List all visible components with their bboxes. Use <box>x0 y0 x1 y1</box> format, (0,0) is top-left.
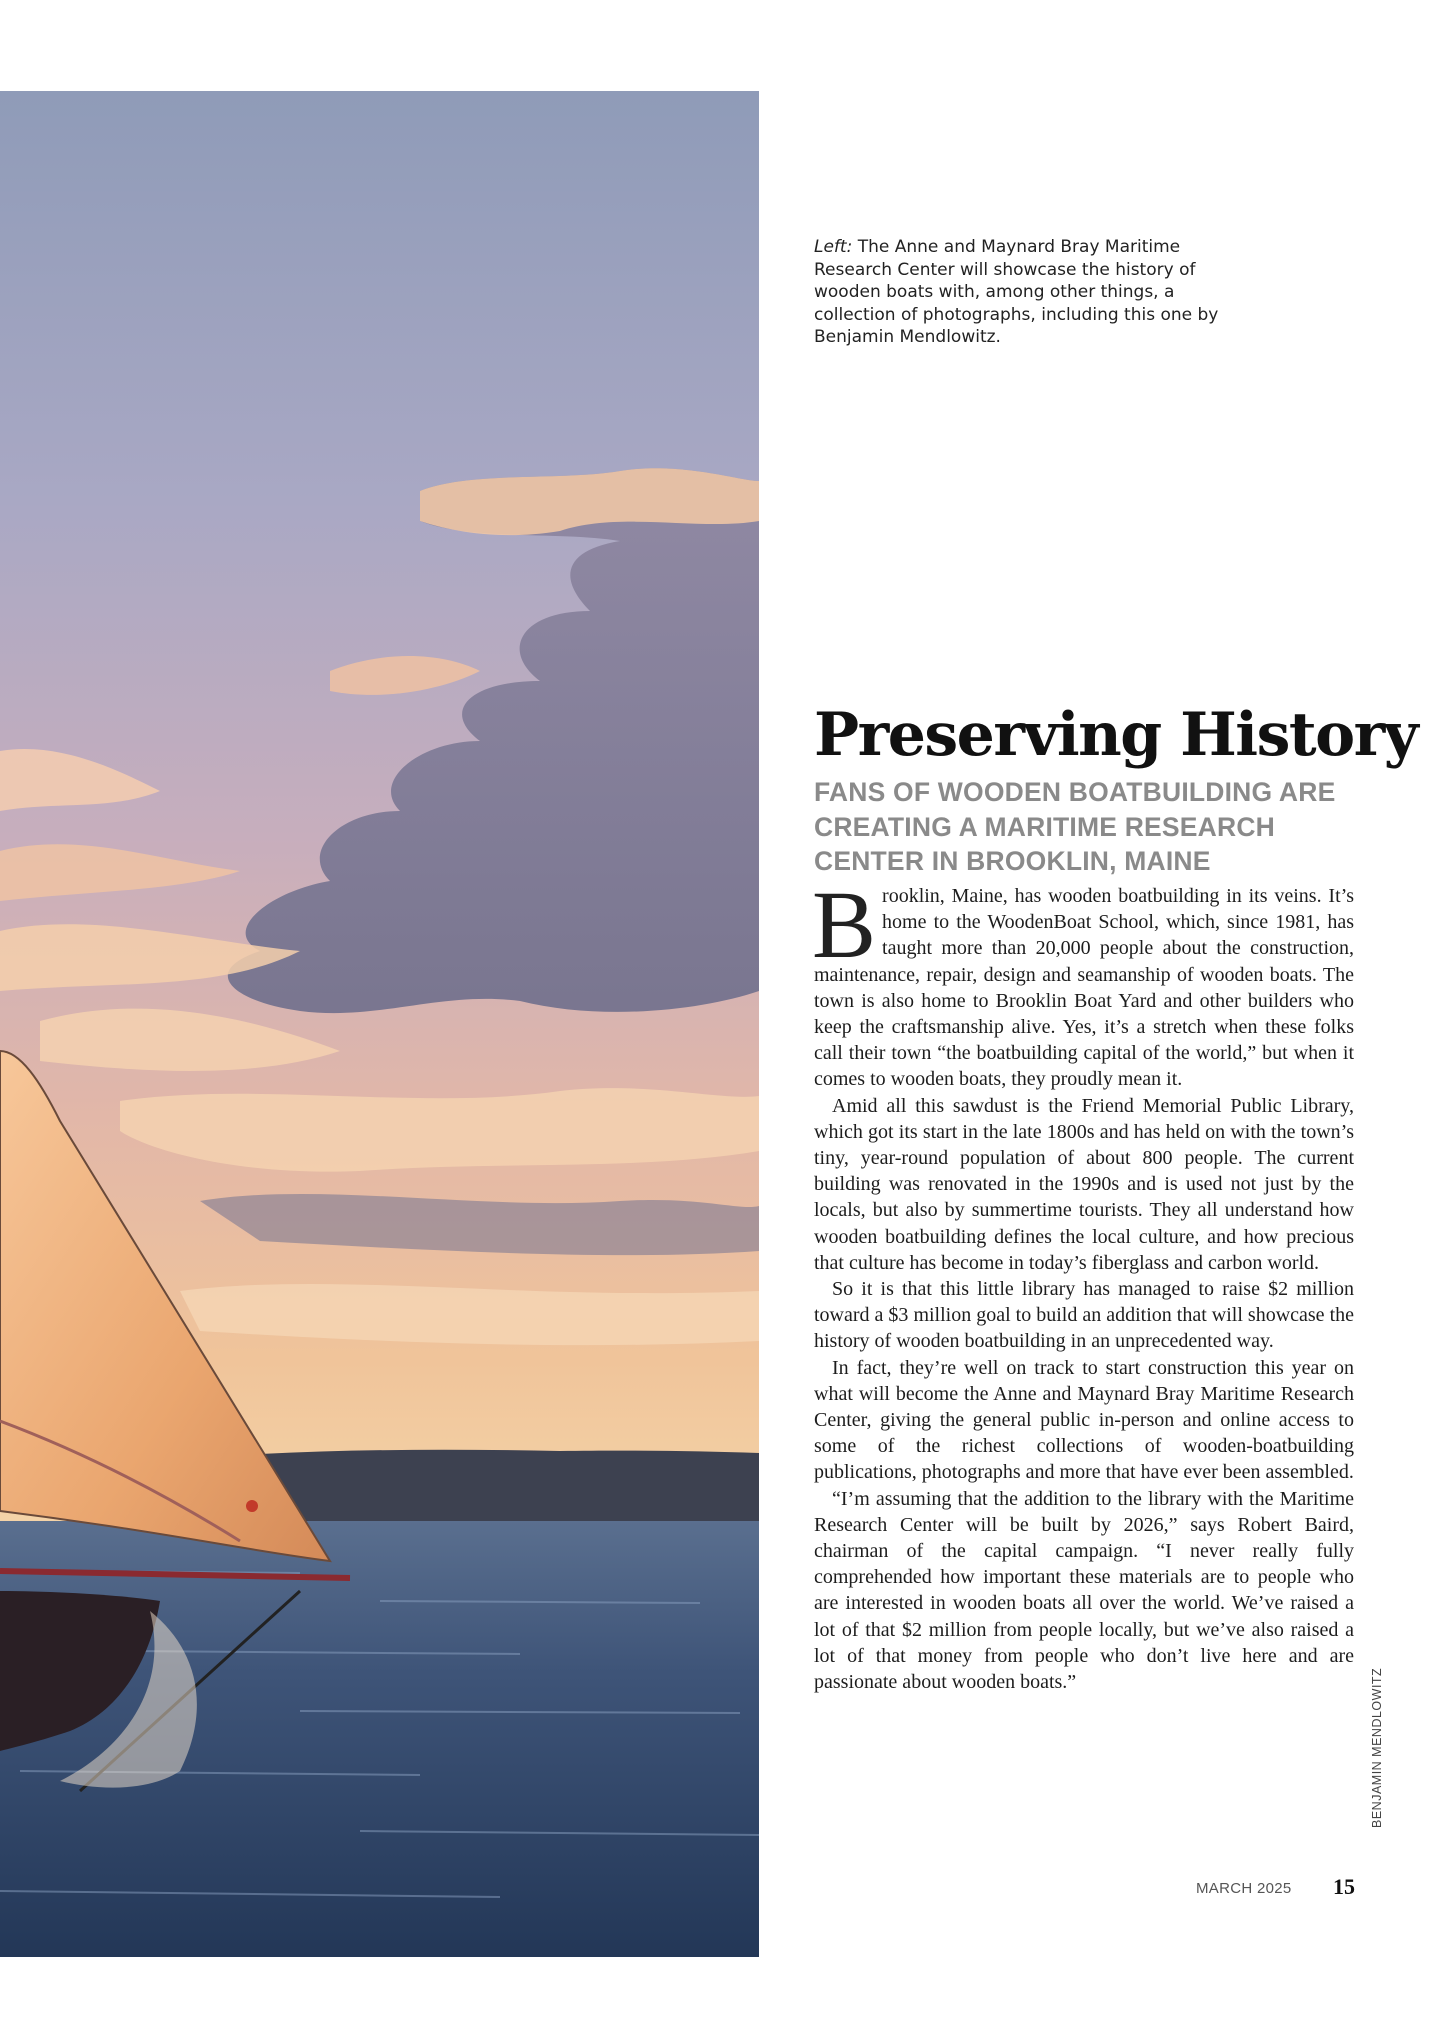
article-headline: Preserving History <box>814 700 1418 770</box>
drop-cap: B <box>812 871 877 978</box>
caption-lead: Left: <box>814 237 853 257</box>
article-paragraph <box>812 871 1354 1093</box>
article-paragraph: “I’m assuming that the addition to the library with the Maritime Research Center will be built by 2026,” says Robert Baird, chairman of the capital campaign. “I never really fully comprehended how important these materials are to people who are interested in wooden boats all over the world. We’ve raised a lot of that $2 million from people locally, but we’ve also raised a lot of that money from people who don’t live here and are passionate about wooden boats.” <box>814 1487 1354 1694</box>
photo-credit: BENJAMIN MENDLOWITZ <box>1370 1667 1384 1828</box>
article-paragraph: Amid all this sawdust is the Friend Memorial Public Library, which got its start in the late 1800s and has held on with the town’s tiny, year-round population of about 800 people. The current building was renovated in the 1990s and is used not just by the locals, but also by summertime tourists. They all understand how wooden boatbuilding defines the local culture, and how precious that culture has become in today’s fiberglass and carbon world. <box>814 1094 1354 1274</box>
article-deck: FANS OF WOODEN BOATBUILDING ARE CREATING A MARITIME RESEARCH CENTER IN BROOKLIN, MAINE <box>814 777 1336 876</box>
article-body <box>812 871 1354 1695</box>
sailboat-photo <box>0 91 759 1957</box>
article-paragraph: In fact, they’re well on track to start construction this year on what will become the Anne and Maynard Bray Maritime Research Center, giving the general public in-person and online access to some of the richest collections of wooden-boatbuilding publications, photographs and more that have ever been assembled. <box>814 1356 1354 1484</box>
folio-date: MARCH 2025 <box>1196 1880 1292 1897</box>
photo-caption <box>814 236 1234 349</box>
article-paragraph: So it is that this little library has managed to raise $2 million toward a $3 million goal to build an addition that will showcase the history of wooden boatbuilding in an unprecedented way. <box>814 1278 1354 1353</box>
caption-text: The Anne and Maynard Bray Maritime Research Center will showcase the history of wooden boats with, among other things, a collection of photographs, including this one by Benjamin Mendlowitz. <box>814 237 1219 347</box>
paragraph-text: rooklin, Maine, has wooden boatbuilding in its veins. It’s home to the WoodenBoat School, which, since 1981, has taught more than 20,000 people about the construction, maintenance, repair, design and seamanship of wooden boats. The town is also home to Brooklin Boat Yard and other builders who keep the craftsmanship alive. Yes, it’s a stretch when these folks call their town “the boatbuilding capital of the world,” but when it comes to wooden boats, they proudly mean it. <box>814 885 1354 1091</box>
page-number: 15 <box>1333 1874 1355 1899</box>
